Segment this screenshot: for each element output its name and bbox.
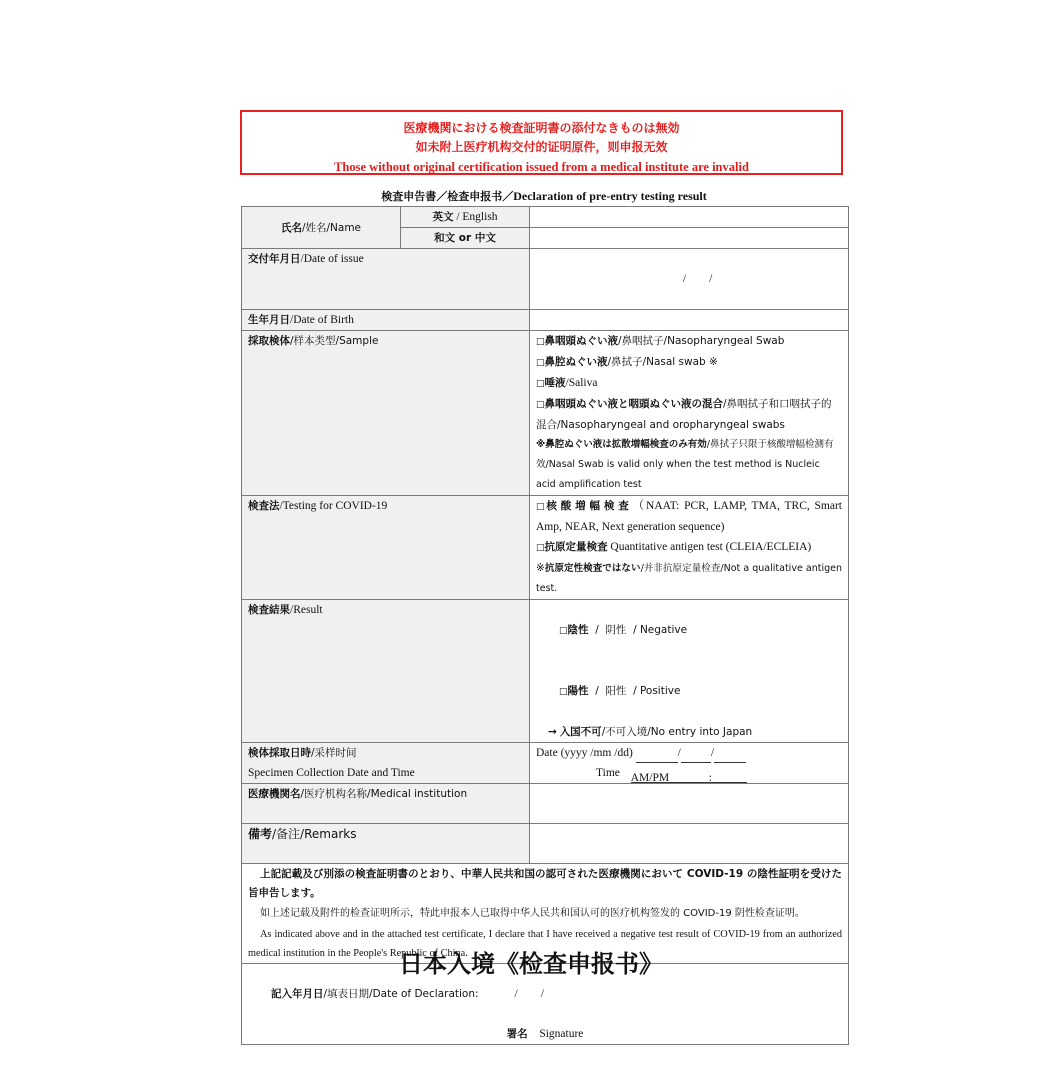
name-english-en: / English bbox=[453, 211, 498, 223]
institution-row bbox=[242, 784, 849, 824]
method-label-rest: /Testing for COVID-19 bbox=[279, 500, 388, 512]
collection-minute-field[interactable]: : bbox=[709, 768, 747, 783]
method-label-cell bbox=[242, 496, 530, 600]
issue-date-row bbox=[242, 249, 849, 310]
warning-line-en: Those without original certification issued from a medical institute are invalid bbox=[334, 160, 749, 174]
birth-date-label-jp: 生年月日 bbox=[248, 314, 290, 326]
declaration-form-table bbox=[241, 206, 849, 1045]
name-native-label-cell bbox=[401, 228, 530, 249]
checkbox-icon[interactable]: □ bbox=[536, 337, 545, 347]
sample-label-rest: /样本类型/Sample bbox=[290, 335, 379, 347]
result-option-positive[interactable]: □陽性 / 阳性 / Positive bbox=[559, 685, 681, 697]
declaration-en: As indicated above and in the attached test certificate, I declare that I have received a negative test result of COVID-19 from an authorized medical institution in the People's Republic of China. bbox=[248, 929, 842, 959]
method-label-jp: 検査法 bbox=[248, 500, 280, 512]
remarks-label-jp: 備考 bbox=[248, 827, 273, 841]
checkbox-icon[interactable]: □ bbox=[536, 502, 547, 512]
collection-day-field[interactable] bbox=[714, 748, 746, 763]
name-label-cell bbox=[242, 207, 401, 249]
issue-date-label-cell bbox=[242, 249, 530, 310]
invalid-warning-box bbox=[240, 110, 843, 175]
method-note: ※抗原定性検査ではない/并非抗原定量检查/Not a qualitative antigen test. bbox=[536, 562, 842, 594]
collection-date-line[interactable]: Date (yyyy /mm /dd) / / bbox=[536, 743, 842, 763]
checkbox-icon[interactable]: □ bbox=[536, 358, 545, 368]
method-option-naat[interactable]: □核酸増幅検査（NAAT: PCR, LAMP, TMA, TRC, Smart Amp, NEAR, Next generation sequence) bbox=[536, 500, 842, 533]
title-en: Declaration of pre-entry testing result bbox=[513, 189, 707, 203]
issue-date-input[interactable] bbox=[530, 249, 849, 310]
title-sep-1: ／ bbox=[436, 190, 448, 203]
signature-line[interactable] bbox=[248, 1024, 842, 1044]
method-row bbox=[242, 496, 849, 600]
collection-label-cell bbox=[242, 743, 530, 784]
collection-date-label: Date (yyyy /mm /dd) bbox=[536, 747, 633, 759]
result-options-cell bbox=[530, 600, 849, 743]
collection-year-field[interactable] bbox=[636, 748, 678, 763]
declaration-jp: 上記記載及び別添の検査証明書のとおり、中華人民共和国の認可された医療機関において COVID-19 の陰性証明を受けた旨申告します。 bbox=[248, 868, 842, 899]
collection-row bbox=[242, 743, 849, 784]
institution-label-rest: /医疗机构名称/Medical institution bbox=[300, 788, 468, 800]
result-label-rest: /Result bbox=[290, 604, 323, 616]
sample-option-nasopharyngeal[interactable]: □鼻咽頭ぬぐい液/鼻咽拭子/Nasopharyngeal Swab bbox=[536, 335, 785, 347]
entry-date-slashes: / / bbox=[514, 988, 544, 1000]
result-label-cell bbox=[242, 600, 530, 743]
remarks-row bbox=[242, 824, 849, 864]
name-english-jp: 英文 bbox=[432, 211, 454, 223]
collection-time-line[interactable] bbox=[536, 763, 842, 783]
collection-input-cell bbox=[530, 743, 849, 784]
birth-date-input[interactable] bbox=[530, 310, 849, 331]
collection-time-label: Time bbox=[596, 767, 620, 779]
collection-label-cn: /采样时间 bbox=[311, 747, 357, 759]
method-option-antigen[interactable]: □抗原定量検査 Quantitative antigen test (CLEIA/ECLEIA) bbox=[536, 541, 812, 553]
issue-date-label-rest: /Date of issue bbox=[300, 253, 364, 265]
result-row bbox=[242, 600, 849, 743]
checkbox-icon[interactable]: □ bbox=[536, 543, 545, 553]
warning-line-cn: 如未附上医疗机构交付的证明原件，则申报无效 bbox=[415, 140, 668, 154]
remarks-input[interactable] bbox=[530, 824, 849, 864]
checkbox-icon[interactable]: □ bbox=[559, 626, 568, 636]
remarks-label-rest: /备注/Remarks bbox=[272, 827, 357, 841]
collection-hour-field[interactable] bbox=[671, 768, 709, 783]
title-cn: 检查申报书 bbox=[447, 190, 503, 203]
name-english-label-cell bbox=[401, 207, 530, 228]
birth-date-label-rest: /Date of Birth bbox=[290, 314, 354, 326]
institution-label-cell bbox=[242, 784, 530, 824]
institution-input[interactable] bbox=[530, 784, 849, 824]
birth-date-row bbox=[242, 310, 849, 331]
document-title bbox=[240, 188, 848, 205]
sample-label-cell bbox=[242, 331, 530, 496]
signature-label-jp: 署名 bbox=[506, 1028, 528, 1040]
sample-option-nasal[interactable]: □鼻腔ぬぐい液/鼻拭子/Nasal swab ※ bbox=[536, 356, 718, 368]
title-jp: 検査申告書 bbox=[381, 190, 437, 203]
name-label-jp: 氏名 bbox=[280, 221, 302, 234]
sample-option-saliva[interactable]: □唾液/Saliva bbox=[536, 377, 598, 389]
name-native-input[interactable] bbox=[530, 228, 849, 249]
arrow-right-icon: → bbox=[548, 726, 557, 738]
name-native-label: 和文 or 中文 bbox=[434, 232, 496, 244]
declaration-cn: 如上述记载及附件的检查证明所示，特此申报本人已取得中华人民共和国认可的医疗机构签发的 COVID-19 阴性检查证明。 bbox=[260, 908, 805, 919]
method-options-cell bbox=[530, 496, 849, 600]
institution-label-jp: 医療機関名 bbox=[248, 788, 301, 800]
name-row-english bbox=[242, 207, 849, 228]
footer-title: 日本入境《检查申报书》 bbox=[399, 950, 663, 978]
remarks-label-cell bbox=[242, 824, 530, 864]
checkbox-icon[interactable]: □ bbox=[536, 400, 545, 410]
collection-month-field[interactable] bbox=[681, 748, 711, 763]
checkbox-icon[interactable]: □ bbox=[536, 379, 545, 389]
sample-option-mixed[interactable]: □鼻咽頭ぬぐい液と咽頭ぬぐい液の混合/鼻咽拭子和口咽拭子的混合/Nasopharyngeal and oropharyngeal swabs bbox=[536, 398, 832, 431]
issue-date-slashes: / / bbox=[682, 273, 713, 285]
birth-date-label-cell bbox=[242, 310, 530, 331]
entry-date-label-jp: 記入年月日 bbox=[271, 988, 324, 1000]
checkbox-icon[interactable]: □ bbox=[559, 687, 568, 697]
title-sep-2: ／ bbox=[502, 190, 514, 203]
signature-label-en: Signature bbox=[539, 1028, 584, 1040]
collection-ampm-field[interactable]: AM/PM bbox=[631, 768, 671, 783]
sample-label-jp: 採取検体 bbox=[248, 335, 290, 347]
collection-label-en: Specimen Collection Date and Time bbox=[248, 767, 415, 779]
warning-line-jp: 医療機関における検査証明書の添付なきものは無効 bbox=[403, 121, 680, 135]
name-label-rest: /姓名/Name bbox=[301, 221, 362, 234]
sample-nasal-note: ※鼻腔ぬぐい液は拡散増幅検査のみ有効/鼻拭子只限于核酸增幅检测有效/Nasal Swab is valid only when the test method is Nucleic acid amplification test bbox=[536, 439, 834, 490]
sample-row bbox=[242, 331, 849, 496]
sample-options-cell bbox=[530, 331, 849, 496]
result-label-jp: 検査結果 bbox=[248, 604, 290, 616]
entry-date-label-rest: /填表日期/Date of Declaration: bbox=[323, 988, 479, 1000]
result-no-entry-note: → 入国不可/不可入境/No entry into Japan bbox=[548, 726, 753, 738]
collection-label-jp: 検体採取日時 bbox=[248, 747, 311, 759]
result-option-negative[interactable]: □陰性 / 阴性 / Negative bbox=[559, 624, 688, 636]
issue-date-label-jp: 交付年月日 bbox=[248, 253, 301, 265]
name-english-input[interactable] bbox=[530, 207, 849, 228]
